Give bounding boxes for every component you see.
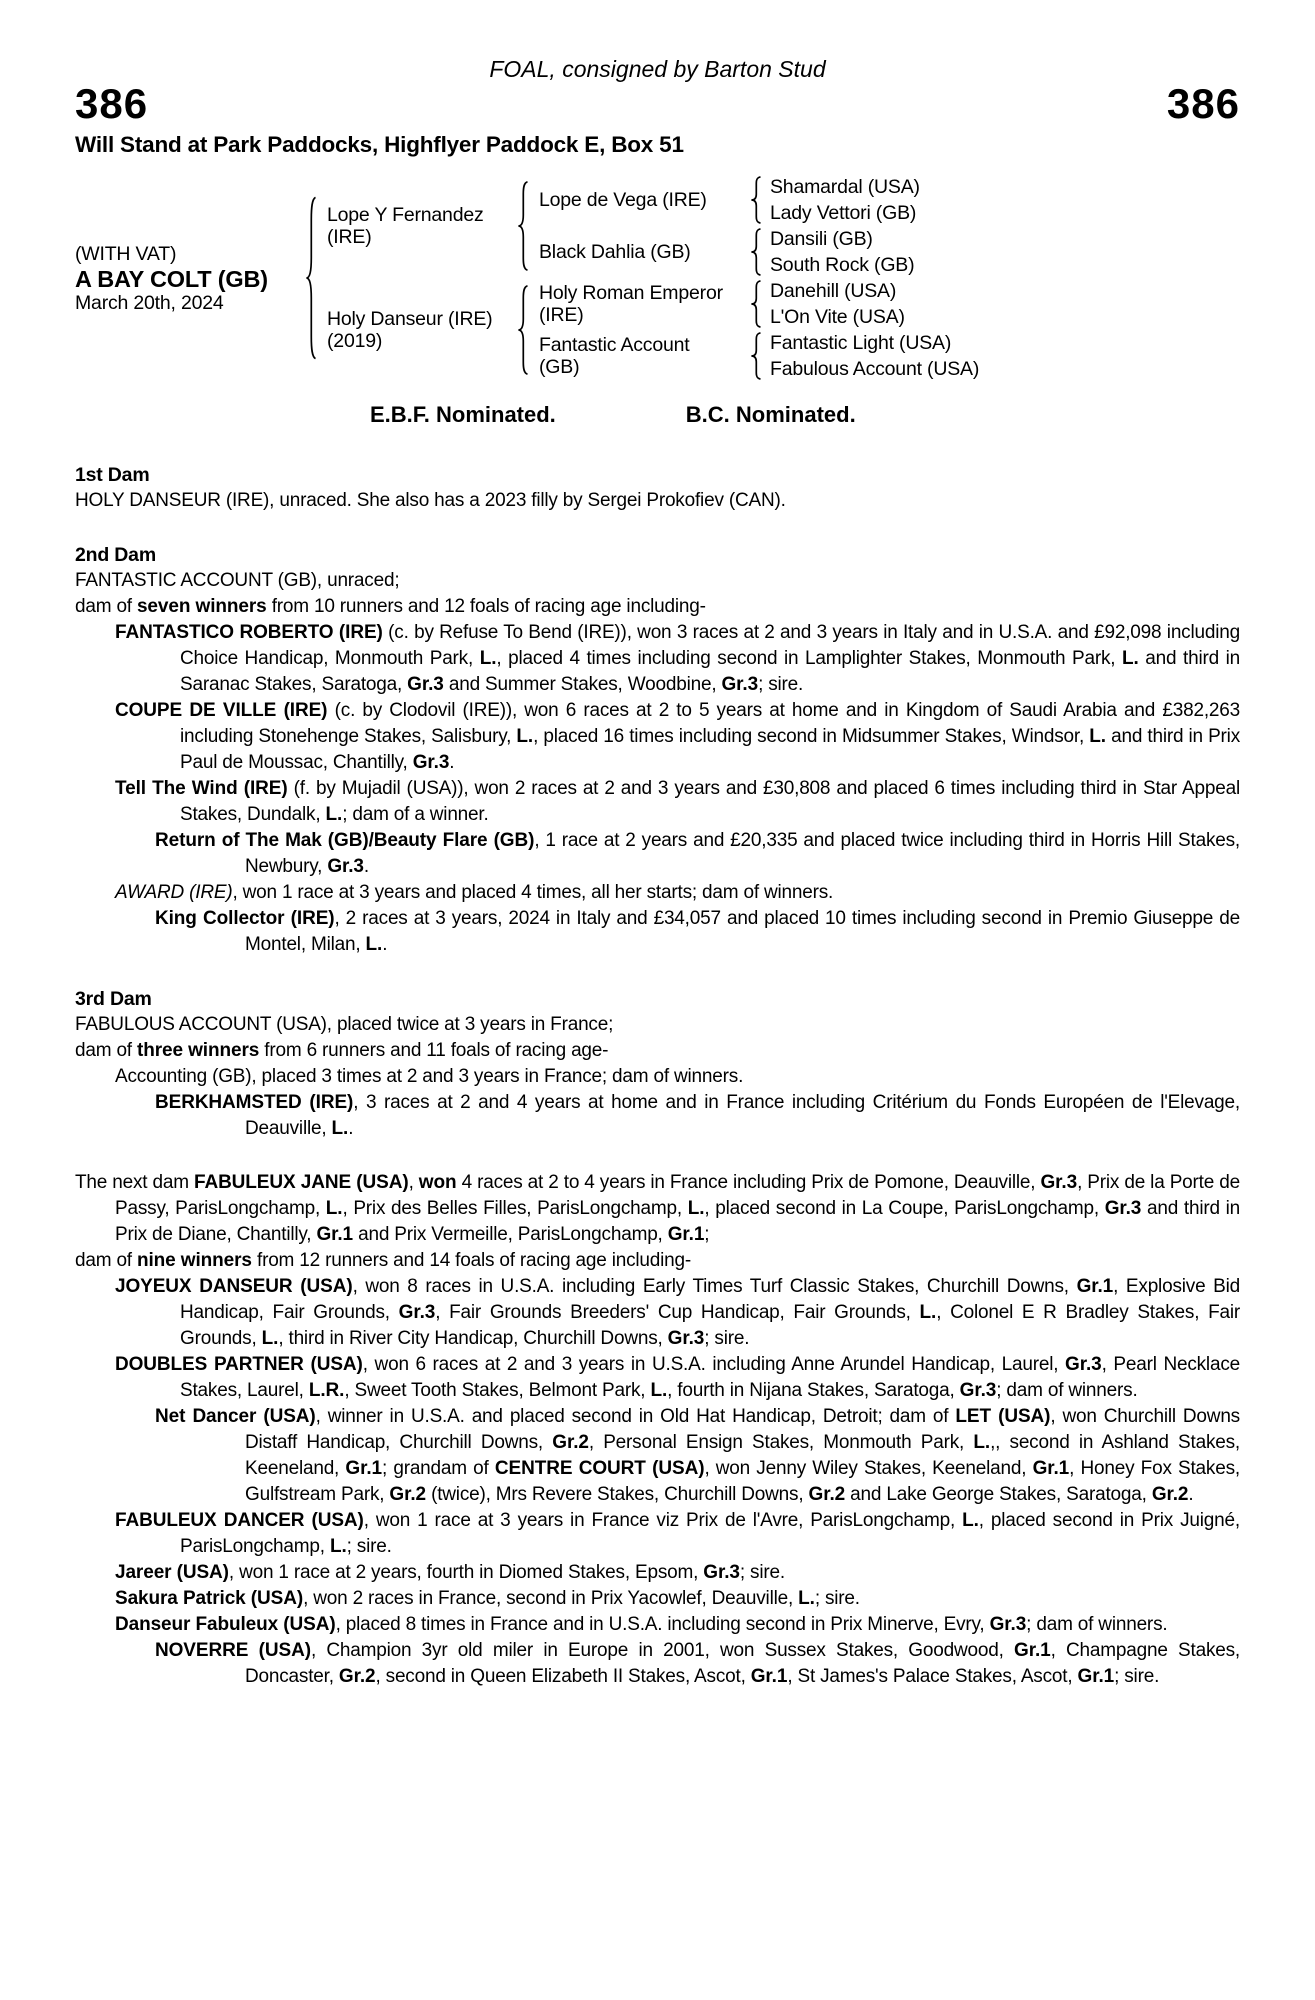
bold-text-run: JOYEUX DANSEUR (USA) [115, 1276, 353, 1297]
bold-text-run: Gr.3 [1065, 1354, 1102, 1375]
pedigree-brace-dam [509, 278, 539, 382]
text-run: HOLY DANSEUR (IRE), unraced. She also has a 2023 filly by Sergei Prokofiev (CAN). [75, 490, 786, 511]
text-run: , won 1 race at 3 years in France viz Prix de l'Avre, ParisLongchamp, [363, 1510, 963, 1531]
text-run: ; dam of winners. [996, 1380, 1138, 1401]
text-run: , placed 16 times including second in Midsummer Stakes, Windsor, [533, 726, 1090, 747]
horse-name: Black Dahlia (GB) [539, 241, 691, 263]
bold-text-run: Gr.2 [808, 1484, 846, 1505]
pedigree-paragraph [75, 620, 1240, 698]
bold-text-run: BERKHAMSTED (IRE) [155, 1092, 354, 1113]
bold-text-run: Gr.3 [327, 856, 364, 877]
bold-text-run: FANTASTICO ROBERTO (IRE) [115, 622, 383, 643]
bold-text-run: L. [365, 934, 383, 955]
pedigree-ancestor: Dansili (GB) [770, 228, 873, 250]
pedigree-grandsire-1 [539, 189, 744, 211]
section-body [75, 568, 1240, 958]
bold-text-run: Gr.1 [1077, 1666, 1115, 1687]
text-run: dam of [75, 1250, 137, 1271]
bold-text-run: Jareer (USA) [115, 1562, 229, 1583]
section-next-dam [75, 1170, 1240, 1690]
horse-name: Holy Roman Emperor [539, 282, 723, 304]
lot-number-row [75, 80, 1240, 127]
bold-text-run: L. [919, 1302, 937, 1323]
text-run: . [363, 856, 369, 877]
pedigree-paragraph [75, 488, 1240, 514]
section-2nd-dam [75, 542, 1240, 958]
text-run: , Champagne Stakes, Doncaster, [245, 1640, 1240, 1687]
text-run: ; sire. [704, 1328, 750, 1349]
text-run: ; dam of a winner. [342, 804, 489, 825]
text-run: Accounting (GB), placed 3 times at 2 and 3 years in France; dam of winners. [115, 1066, 744, 1087]
text-run: , Prix des Belles Filles, ParisLongchamp, [342, 1198, 688, 1219]
text-run: ; sire. [1114, 1666, 1160, 1687]
lot-number-right: 386 [1166, 80, 1240, 127]
text-run: from 10 runners and 12 foals of racing age including- [266, 596, 706, 617]
bc-nomination: B.C. Nominated. [685, 402, 856, 427]
bold-text-run: won [418, 1172, 457, 1193]
text-run: FANTASTIC ACCOUNT (GB), unraced; [75, 570, 400, 591]
bold-text-run: Gr.1 [316, 1224, 354, 1245]
pedigree-paragraph [75, 1064, 1240, 1090]
text-run: and Prix Vermeille, ParisLongchamp, [353, 1224, 668, 1245]
bold-text-run: Gr.1 [667, 1224, 705, 1245]
pedigree-sire [327, 204, 509, 248]
text-run: , third in River City Handicap, Churchill Downs, [278, 1328, 668, 1349]
section-1st-dam [75, 462, 1240, 514]
bold-text-run: Gr.3 [407, 674, 444, 695]
text-run: , placed 4 times including second in Lamplighter Stakes, Monmouth Park, [496, 648, 1122, 669]
animal-description: A BAY COLT (GB) [75, 265, 268, 292]
bold-text-run: L. [325, 1198, 343, 1219]
text-run: ,, second in Ashland Stakes, Keeneland, [245, 1432, 1240, 1479]
text-run: . [348, 1118, 354, 1139]
text-run: , Explosive Bid Handicap, Fair Grounds, [180, 1276, 1240, 1323]
horse-suffix: (IRE) [539, 304, 584, 326]
pedigree-ancestor: L'On Vite (USA) [770, 306, 905, 328]
section-3rd-dam [75, 986, 1240, 1142]
lot-number-left: 386 [75, 80, 149, 127]
text-run: , Colonel E R Bradley Stakes, Fair Grounds, [180, 1302, 1241, 1349]
bold-text-run: DOUBLES PARTNER (USA) [115, 1354, 363, 1375]
text-run: , won Churchill Downs Distaff Handicap, Churchill Downs, [245, 1406, 1240, 1453]
bold-text-run: L. [1089, 726, 1106, 747]
bold-text-run: Gr.1 [750, 1666, 788, 1687]
bold-text-run: Gr.3 [721, 674, 759, 695]
bold-text-run: Gr.3 [989, 1614, 1027, 1635]
pedigree-ancestor: Fantastic Light (USA) [770, 332, 952, 354]
text-run: ; sire. [814, 1588, 860, 1609]
section-heading: 2nd Dam [75, 544, 156, 566]
text-run: , winner in U.S.A. and placed second in Old Hat Handicap, Detroit; dam of [315, 1406, 956, 1427]
text-run: and third in Prix de Diane, Chantilly, [115, 1198, 1240, 1245]
bold-text-run: King Collector (IRE) [155, 908, 335, 929]
pedigree-paragraph [75, 906, 1240, 958]
text-run: , Personal Ensign Stakes, Monmouth Park, [588, 1432, 974, 1453]
bold-text-run: L. [325, 804, 343, 825]
bold-text-run: FABULEUX DANCER (USA) [115, 1510, 364, 1531]
text-run: , won 8 races in U.S.A. including Early Times Turf Classic Stakes, Churchill Downs, [352, 1276, 1077, 1297]
bold-text-run: COUPE DE VILLE (IRE) [115, 700, 328, 721]
pedigree-ancestor: South Rock (GB) [770, 254, 915, 276]
pedigree-paragraph [75, 1352, 1240, 1404]
text-run: 4 races at 2 to 4 years in France including Prix de Pomone, Deauville, [456, 1172, 1041, 1193]
consignor-line: FOAL, consigned by Barton Stud [489, 56, 826, 82]
text-run: , [408, 1172, 419, 1193]
sire-name: Lope Y Fernandez [327, 204, 484, 226]
text-run: , second in Queen Elizabeth II Stakes, Ascot, [375, 1666, 751, 1687]
text-run: , won 1 race at 2 years, fourth in Diomed Stakes, Epsom, [228, 1562, 704, 1583]
pedigree-paragraph [75, 1090, 1240, 1142]
bold-text-run: L. [973, 1432, 991, 1453]
text-run: and third in Saranac Stakes, Saratoga, [180, 648, 1240, 695]
horse-suffix: (GB) [539, 356, 580, 378]
bold-text-run: L. [650, 1380, 668, 1401]
animal-identification [75, 243, 297, 314]
brace-icon [750, 228, 764, 276]
bold-text-run: Danseur Fabuleux (USA) [115, 1614, 336, 1635]
text-run: and Lake George Stakes, Saratoga, [845, 1484, 1152, 1505]
text-run: The next dam [75, 1172, 194, 1193]
horse-name: Lope de Vega (IRE) [539, 189, 707, 211]
brace-icon [750, 332, 764, 380]
bold-text-run: L. [1122, 648, 1139, 669]
text-run: , 1 race at 2 years and £20,335 and placed twice including third in Horris Hill Stakes, Newbury, [245, 830, 1240, 877]
brace-icon [750, 280, 764, 328]
bold-text-run: three winners [136, 1040, 260, 1061]
foaling-date: March 20th, 2024 [75, 291, 224, 314]
bold-text-run: Gr.3 [703, 1562, 740, 1583]
bold-text-run: Return of The Mak (GB)/Beauty Flare (GB) [155, 830, 535, 851]
bold-text-run: Gr.1 [345, 1458, 382, 1479]
pedigree-brace-g3-4 [744, 330, 770, 382]
pedigree-brace-sire [509, 174, 539, 278]
text-run: , won 1 race at 3 years and placed 4 times, all her starts; dam of winners. [232, 882, 834, 903]
bold-text-run: NOVERRE (USA) [155, 1640, 311, 1661]
bold-text-run: L. [687, 1198, 705, 1219]
pedigree-paragraph [75, 1638, 1240, 1690]
text-run: , 3 races at 2 and 4 years at home and in France including Critérium du Fonds Européen de l'Elevage, Deauville, [245, 1092, 1240, 1139]
vat-note: (WITH VAT) [75, 242, 177, 265]
pedigree-paragraph [75, 1012, 1240, 1038]
text-run: . [449, 752, 455, 773]
brace-icon [750, 176, 764, 224]
text-run: , won 2 races in France, second in Prix Yacowlef, Deauville, [303, 1588, 799, 1609]
text-run: , Pearl Necklace Stakes, Laurel, [180, 1354, 1240, 1401]
pedigree-ancestor: Danehill (USA) [770, 280, 897, 302]
pedigree-text [75, 462, 1240, 1690]
text-run: , won Jenny Wiley Stakes, Keeneland, [704, 1458, 1033, 1479]
text-run: . [382, 934, 388, 955]
pedigree-granddam-2 [539, 334, 744, 378]
bold-text-run: Gr.2 [338, 1666, 376, 1687]
pedigree-ancestor: Lady Vettori (GB) [770, 202, 917, 224]
text-run: , placed second in Prix Juigné, ParisLongchamp, [180, 1510, 1240, 1557]
text-run: ; sire. [346, 1536, 392, 1557]
bold-text-run: Gr.3 [1104, 1198, 1142, 1219]
text-run: FABULOUS ACCOUNT (USA), placed twice at 3 years in France; [75, 1014, 614, 1035]
bold-text-run: Gr.1 [1014, 1640, 1051, 1661]
nominations-row [75, 402, 1240, 428]
bold-text-run: seven winners [136, 596, 267, 617]
text-run: , Fair Grounds Breeders' Cup Handicap, Fair Grounds, [435, 1302, 920, 1323]
pedigree-brace-g3-2 [744, 226, 770, 278]
text-run: (twice), Mrs Revere Stakes, Churchill Downs, [426, 1484, 809, 1505]
bold-text-run: L. [516, 726, 534, 747]
bold-text-run: L. [798, 1588, 815, 1609]
text-run: , Honey Fox Stakes, Gulfstream Park, [245, 1458, 1240, 1505]
bold-text-run: L. [962, 1510, 979, 1531]
pedigree-ancestor: Fabulous Account (USA) [770, 358, 980, 380]
text-run: , placed second in La Coupe, ParisLongchamp, [704, 1198, 1105, 1219]
pedigree-grandsire-2 [539, 282, 744, 326]
bold-text-run: Net Dancer (USA) [155, 1406, 316, 1427]
text-run: (f. by Mujadil (USA)), won 2 races at 2 and 3 years and £30,808 and placed 6 times including third in Star Appeal Stakes, Dundalk, [180, 778, 1240, 825]
bold-text-run: Gr.2 [389, 1484, 426, 1505]
text-run: , Champion 3yr old miler in Europe in 2001, won Sussex Stakes, Goodwood, [310, 1640, 1015, 1661]
horse-name: Fantastic Account [539, 334, 690, 356]
pedigree-paragraph [75, 880, 1240, 906]
pedigree-paragraph [75, 1274, 1240, 1352]
bold-text-run: L.R. [308, 1380, 345, 1401]
brace-icon [305, 194, 319, 362]
pedigree-paragraph [75, 828, 1240, 880]
text-run: , placed 8 times in France and in U.S.A. including second in Prix Minerve, Evry, [335, 1614, 990, 1635]
pedigree-brace-main [297, 174, 327, 382]
text-run: and Summer Stakes, Woodbine, [443, 674, 722, 695]
pedigree-paragraph [75, 1508, 1240, 1560]
section-heading: 1st Dam [75, 464, 150, 486]
pedigree-brace-g3-1 [744, 174, 770, 226]
bold-text-run: LET (USA) [955, 1406, 1051, 1427]
text-run: dam of [75, 1040, 137, 1061]
text-run: , 2 races at 3 years, 2024 in Italy and £34,057 and placed 10 times including second in Premio Giuseppe de Montel, Milan, [245, 908, 1240, 955]
pedigree-paragraph [75, 698, 1240, 776]
pedigree-dam [327, 308, 509, 352]
dam-suffix: (2019) [327, 330, 383, 352]
pedigree-paragraph [75, 1404, 1240, 1508]
pedigree-paragraph [75, 1560, 1240, 1586]
text-run: dam of [75, 596, 137, 617]
bold-text-run: L. [329, 1536, 347, 1557]
pedigree-ancestor: Shamardal (USA) [770, 176, 920, 198]
text-run: from 6 runners and 11 foals of racing age- [259, 1040, 609, 1061]
pedigree-paragraph [75, 1038, 1240, 1064]
bold-text-run: Gr.1 [1032, 1458, 1070, 1479]
section-heading: 3rd Dam [75, 988, 152, 1010]
pedigree-paragraph [75, 1586, 1240, 1612]
text-run: ; sire. [739, 1562, 785, 1583]
bold-text-run: Gr.2 [1151, 1484, 1189, 1505]
section-body [75, 1012, 1240, 1142]
text-run: ; dam of winners. [1026, 1614, 1168, 1635]
text-run: , St James's Palace Stakes, Ascot, [787, 1666, 1078, 1687]
pedigree-paragraph [75, 1248, 1240, 1274]
section-body [75, 488, 1240, 514]
bold-text-run: Gr.3 [412, 752, 450, 773]
text-run: (c. by Clodovil (IRE)), won 6 races at 2 to 5 years at home and in Kingdom of Saudi Arabia and £382,263 including Stonehenge Stakes, Salisbury, [180, 700, 1241, 747]
text-run: , Sweet Tooth Stakes, Belmont Park, [344, 1380, 651, 1401]
italic-text-run: AWARD (IRE) [115, 882, 233, 903]
pedigree-paragraph [75, 1170, 1240, 1248]
pedigree-paragraph [75, 568, 1240, 594]
bold-text-run: Gr.3 [1040, 1172, 1078, 1193]
text-run: , won 6 races at 2 and 3 years in U.S.A. including Anne Arundel Handicap, Laurel, [362, 1354, 1066, 1375]
bold-text-run: Sakura Patrick (USA) [115, 1588, 304, 1609]
bold-text-run: CENTRE COURT (USA) [494, 1458, 705, 1479]
stand-location-line: Will Stand at Park Paddocks, Highflyer Paddock E, Box 51 [75, 132, 684, 157]
bold-text-run: Gr.3 [959, 1380, 997, 1401]
ebf-nomination: E.B.F. Nominated. [370, 402, 556, 427]
bold-text-run: L. [331, 1118, 349, 1139]
text-run: from 12 runners and 14 foals of racing age including- [251, 1250, 692, 1271]
pedigree-brace-g3-3 [744, 278, 770, 330]
pedigree-paragraph [75, 594, 1240, 620]
bold-text-run: Gr.3 [398, 1302, 436, 1323]
bold-text-run: Tell The Wind (IRE) [115, 778, 288, 799]
brace-icon [517, 180, 531, 272]
text-run: ; [704, 1224, 710, 1245]
pedigree-paragraph [75, 1612, 1240, 1638]
text-run: , Prix de la Porte de Passy, ParisLongchamp, [115, 1172, 1240, 1219]
brace-icon [517, 284, 531, 376]
bold-text-run: Gr.2 [552, 1432, 589, 1453]
text-run: and third in Prix Paul de Moussac, Chantilly, [180, 726, 1241, 773]
sire-suffix: (IRE) [327, 226, 372, 248]
section-body [75, 1170, 1240, 1690]
text-run: ; grandam of [381, 1458, 495, 1479]
text-run: ; sire. [758, 674, 804, 695]
bold-text-run: Gr.1 [1076, 1276, 1114, 1297]
bold-text-run: L. [479, 648, 497, 669]
text-run: . [1188, 1484, 1194, 1505]
bold-text-run: FABULEUX JANE (USA) [193, 1172, 409, 1193]
pedigree-granddam-1 [539, 241, 744, 263]
text-run: (c. by Refuse To Bend (IRE)), won 3 races at 2 and 3 years in Italy and in U.S.A. and £92,098 including Choice Handicap, Monmouth Park, [180, 622, 1240, 669]
bold-text-run: Gr.3 [667, 1328, 705, 1349]
pedigree-paragraph [75, 776, 1240, 828]
dam-name: Holy Danseur (IRE) [327, 308, 493, 330]
pedigree-table [75, 174, 1240, 382]
bold-text-run: L. [261, 1328, 279, 1349]
text-run: , fourth in Nijana Stakes, Saratoga, [667, 1380, 960, 1401]
bold-text-run: nine winners [136, 1250, 252, 1271]
